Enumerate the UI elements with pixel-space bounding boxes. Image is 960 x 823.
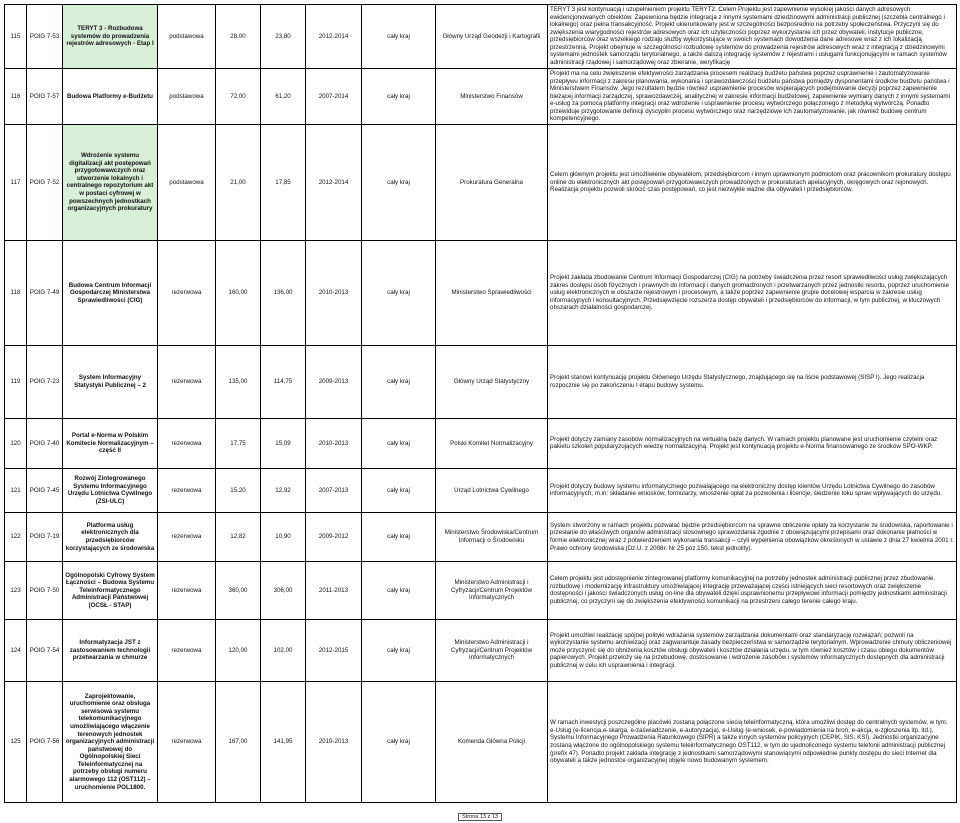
code-cell: POIG 7-52 bbox=[27, 124, 63, 240]
area-cell: cały kraj bbox=[362, 468, 436, 512]
institution-cell: Polski Komitet Normalizacyjny bbox=[436, 418, 548, 468]
years-cell: 2009-2013 bbox=[306, 345, 362, 418]
list-type-cell: rezerwowa bbox=[158, 345, 216, 418]
eu-funding-cell: 12,92 bbox=[261, 468, 306, 512]
description-cell: Projekt dotyczy budowy systemu informatycznego pozwalającego na elektroniczny dostęp klientów Urzędu Lotnictwa Cywilnego do zasobów informacyjnych, m.in: składanie wniosków, formularzy, wnoszenie opłat za pozwolenia i licencje, śledzenie toku spraw wpływających do urzędu. bbox=[548, 468, 957, 512]
project-name-cell: Ogólnopolski Cyfrowy System Łączności – Budowa Systemu Teleinformatycznego Administracji Państwowej (OCSŁ - STAP) bbox=[63, 561, 158, 619]
list-type-cell: rezerwowa bbox=[158, 512, 216, 561]
table-row bbox=[5, 240, 957, 345]
years-cell: 2012-2015 bbox=[306, 619, 362, 681]
description-cell: Celem głównym projektu jest umożliwienie obywatelom, przedsiębiorcom i innym uprawnionym podmiotom oraz pracownikom prokuratury dostępu online do elektronicznych akt postępowań przygotowawczych prowadzonych w prokuraturach apelacyjnych, okręgowych oraz rejonowych. Realizacja projektu pozwoli skrócić czas postępowań, co jest niezwykle ważne dla obywateli i przedsiębiorców. bbox=[548, 124, 957, 240]
description-cell: System stworzony w ramach projektu pozwalać będzie przedsiębiorcom na sprawne obliczenie opłaty za korzystanie ze środowiska, raportowanie i przesłanie do właściwych organów administracji stosownego sprawozdania zgodnie z obowiązującymi przepisami oraz dokonanie płatności w formie elektronicznej wraz z potwierdzeniem wykonania transakcji – czyli wypełnienia obowiązków określonych w ustawie z dnia 27 kwietnia 2001 r. Prawo ochrony środowiska (Dz.U. z 2008r. Nr 25 poz.150, tekst jednolity). bbox=[548, 512, 957, 561]
cost-cell: 21,00 bbox=[216, 124, 261, 240]
code-cell: POIG 7-56 bbox=[27, 681, 63, 802]
lp-cell: 116 bbox=[5, 69, 27, 125]
table-row bbox=[5, 681, 957, 802]
institution-cell: Komenda Główna Policji bbox=[436, 681, 548, 802]
eu-funding-cell: 114,75 bbox=[261, 345, 306, 418]
project-name-cell: Budowa Centrum Informacji Gospodarczej Ministerstwa Sprawiedliwości (CIG) bbox=[63, 240, 158, 345]
project-name-cell: Budowa Platformy e-Budżetu bbox=[63, 69, 158, 125]
years-cell: 2010-2013 bbox=[306, 681, 362, 802]
lp-cell: 119 bbox=[5, 345, 27, 418]
description-cell: Celem projektu jest udostępnienie zintegrowanej platformy komunikacyjnej na potrzeby jednostek administracji publicznej przez zbudowanie, rozbudowę i modernizację infrastruktury umożliwiającej integrację przeważającej części istniejących sieci resortowych oraz zwiększenie dostępności i jakości świadczonych usług on-line dla obywateli dzięki usprawnionemu przepływowi informacji pomiędzy jednostkami administracji publicznej, co przyczyni się do zwiększenia efektywności komunikacji na przestrzeni całego terenie całego kraju. bbox=[548, 561, 957, 619]
list-type-cell: podstawowa bbox=[158, 69, 216, 125]
institution-cell: Ministerstwo Administracji i Cyfryzacji/Centrum Projektów Informatycznych bbox=[436, 619, 548, 681]
code-cell: POIG 7-40 bbox=[27, 418, 63, 468]
area-cell: cały kraj bbox=[362, 619, 436, 681]
description-cell: Projekt dotyczy zamiany zasobów normalizacyjnych na wirtualną bazę danych. W ramach projektu planowane jest uruchomienie czytelni oraz pakietu szkoleń popularyzujących wiedzę normalizacyjną. Projekt jest kontynuacją projektu e-Norma finansowanego ze środków SPO-WKP. bbox=[548, 418, 957, 468]
area-cell: cały kraj bbox=[362, 512, 436, 561]
lp-cell: 123 bbox=[5, 561, 27, 619]
description-cell: Projekt umożliwi realizację spójnej polityki wdrażania systemów zarządzania dokumentami oraz standaryzację rozwiązań; pozwoli na wykorzystanie systemu archiwizacji oraz zagwarantuje zasady bezpieczeństwa w samorządzie terytorialnym. Wprowadzenie chmury obliczeniowej może przyczynić się do obniżenia kosztów obsługi obywateli i kosztów działania urzędu, w tym również kosztów i czasu obiegu dokumentów papierowych. Projekt przełoży się na przebudowę, dostosowanie i wdrożenie zasobów i systemów informatycznych dostępnych dla administracji publicznej w celu ich usprawnienia i integracji. bbox=[548, 619, 957, 681]
project-name-cell: TERYT 3 - Rozbudowa systemów do prowadzenia rejestrów adresowych - Etap I bbox=[63, 5, 158, 69]
years-cell: 2011-2013 bbox=[306, 561, 362, 619]
cost-cell: 160,00 bbox=[216, 240, 261, 345]
years-cell: 2012-2014 bbox=[306, 124, 362, 240]
description-cell: Projekt ma na celu zwiększenie efektywności zarządzania procesem realizacji budżetu państwa poprzez usprawnienie i zautomatyzowanie przepływu informacji z zakresu planowania, wykonania i sprawozdawczości budżetu państwa pomiędzy dysponentami środków budżetu państwa i Ministerstwem Finansów. Jego rezultatem będzie również usprawnienie procesów wspierających podejmowanie decyzji poprzez zapewnienie bieżącej informacji zarządczej, sprawozdawczej, analitycznej w zakresie informacji budżetowej, zapewnienie wymiany danych z innymi systemami e-usług za pomocą platformy integracji oraz wdrożenie i usprawnienie procesu wytwórczego połączonego z metodyką wytwórczą. Ponadto przewiduje przygotowanie definicji dyscyplin procesu wytwórczego oraz narzędziowe ich zautomatyzowanie, jak również budowę centrum kompetencyjnego. bbox=[548, 69, 957, 125]
area-cell: cały kraj bbox=[362, 345, 436, 418]
table-row bbox=[5, 561, 957, 619]
cost-cell: 167,00 bbox=[216, 681, 261, 802]
institution-cell: Główny Urząd Statystyczny bbox=[436, 345, 548, 418]
lp-cell: 115 bbox=[5, 5, 27, 69]
lp-cell: 120 bbox=[5, 418, 27, 468]
institution-cell: Główny Urząd Geodezji i Kartografii bbox=[436, 5, 548, 69]
lp-cell: 122 bbox=[5, 512, 27, 561]
table-row bbox=[5, 345, 957, 418]
years-cell: 2010-2013 bbox=[306, 240, 362, 345]
years-cell: 2009-2012 bbox=[306, 512, 362, 561]
years-cell: 2012-2014 bbox=[306, 5, 362, 69]
years-cell: 2010-2013 bbox=[306, 418, 362, 468]
list-type-cell: rezerwowa bbox=[158, 681, 216, 802]
cost-cell: 12,82 bbox=[216, 512, 261, 561]
area-cell: cały kraj bbox=[362, 561, 436, 619]
lp-cell: 124 bbox=[5, 619, 27, 681]
institution-cell: Ministerstwo Sprawiedliwości bbox=[436, 240, 548, 345]
project-name-cell: Wdrożenie systemu digitalizacji akt postępowań przygotowawczych oraz utworzenie lokalnych i centralnego repozytorium akt w postaci cyfrowej w powszechnych jednostkach organizacyjnych prokuratury bbox=[63, 124, 158, 240]
eu-funding-cell: 136,00 bbox=[261, 240, 306, 345]
area-cell: cały kraj bbox=[362, 681, 436, 802]
lp-cell: 118 bbox=[5, 240, 27, 345]
cost-cell: 120,00 bbox=[216, 619, 261, 681]
cost-cell: 17,75 bbox=[216, 418, 261, 468]
cost-cell: 28,00 bbox=[216, 5, 261, 69]
years-cell: 2007-2013 bbox=[306, 468, 362, 512]
years-cell: 2007-2014 bbox=[306, 69, 362, 125]
code-cell: POIG 7-49 bbox=[27, 240, 63, 345]
projects-table bbox=[4, 4, 957, 803]
code-cell: POIG 7-50 bbox=[27, 561, 63, 619]
list-type-cell: rezerwowa bbox=[158, 240, 216, 345]
list-type-cell: rezerwowa bbox=[158, 619, 216, 681]
description-cell: Projekt zakłada zbudowanie Centrum Informacji Gospodarczej (CIG) na potrzeby świadczenia przez resort sprawiedliwości usług zwiększających zakres dostępu osób fizycznych i prawnych do informacji i danych gromadzonych i przetwarzanych przez jednostki resortu, poprzez uruchomienie usług elektronicznych w obszarze rejestrowym i procesowym, a także poprzez zapewnienie grupie docelowej wsparcia w zakresie usług informacyjnych i konsultacyjnych. Przedsięwzięcie rozszerza dostęp obywateli i przedsiębiorców do informacji, w tym publicznej, w kluczowych obszarach działalności gospodarczej. bbox=[548, 240, 957, 345]
table-row bbox=[5, 5, 957, 69]
project-name-cell: Rozwój Zintegrowanego Systemu Informacyjnego Urzędu Lotnictwa Cywilnego (ZSI-ULC) bbox=[63, 468, 158, 512]
area-cell: cały kraj bbox=[362, 418, 436, 468]
list-type-cell: podstawowa bbox=[158, 5, 216, 69]
eu-funding-cell: 306,00 bbox=[261, 561, 306, 619]
eu-funding-cell: 61,20 bbox=[261, 69, 306, 125]
list-type-cell: podstawowa bbox=[158, 124, 216, 240]
cost-cell: 135,00 bbox=[216, 345, 261, 418]
institution-cell: Ministerstwo Finansów bbox=[436, 69, 548, 125]
cost-cell: 15,20 bbox=[216, 468, 261, 512]
institution-cell: Ministerstwo Środowiska/Centrum Informacji o Środowisku bbox=[436, 512, 548, 561]
eu-funding-cell: 23,80 bbox=[261, 5, 306, 69]
eu-funding-cell: 141,95 bbox=[261, 681, 306, 802]
area-cell: cały kraj bbox=[362, 5, 436, 69]
table-body bbox=[5, 5, 957, 803]
table-row bbox=[5, 468, 957, 512]
list-type-cell: rezerwowa bbox=[158, 561, 216, 619]
project-name-cell: Platforma usług elektronicznych dla przedsiębiorców korzystających ze środowiska bbox=[63, 512, 158, 561]
code-cell: POIG 7-53 bbox=[27, 5, 63, 69]
project-name-cell: Zaprojektowanie, uruchomienie oraz obsługa serwisowa systemu telekomunikacyjnego umożliwiającego włączenie terenowych jednostek organizacyjnych administracji państwowej do Ogólnopolskiej Sieci Teleinformatycznej na potrzeby obsługi numeru alarmowego 112 (OST112) – uruchomienie POL1800. bbox=[63, 681, 158, 802]
table-row bbox=[5, 619, 957, 681]
table-row bbox=[5, 69, 957, 125]
table-row bbox=[5, 512, 957, 561]
list-type-cell: rezerwowa bbox=[158, 418, 216, 468]
area-cell: cały kraj bbox=[362, 240, 436, 345]
project-name-cell: System Informacyjny Statystyki Publicznej – 2 bbox=[63, 345, 158, 418]
list-type-cell: rezerwowa bbox=[158, 468, 216, 512]
area-cell: cały kraj bbox=[362, 124, 436, 240]
code-cell: POIG 7-19 bbox=[27, 512, 63, 561]
code-cell: POIG 7-45 bbox=[27, 468, 63, 512]
eu-funding-cell: 17,85 bbox=[261, 124, 306, 240]
code-cell: POIG 7-54 bbox=[27, 619, 63, 681]
cost-cell: 72,00 bbox=[216, 69, 261, 125]
area-cell: cały kraj bbox=[362, 69, 436, 125]
page-footer bbox=[0, 814, 960, 820]
page-number: Strona 13 z 13 bbox=[458, 813, 502, 821]
lp-cell: 125 bbox=[5, 681, 27, 802]
description-cell: TERYT 3 jest kontynuacją i uzupełnieniem projektu TERYT2. Celem Projektu jest zapewnienie wysokiej jakości danych adresowych ewidencjonowanych obiektów. Zapewniona będzie integracja z innymi systemami dziedzinowymi administracji publicznej (szczebla centralnego i lokalnego) oraz pełna transakcyjność. Projekt ukierunkowany jest w szczególności bezpośrednio na potrzeby społeczeństwa. Przyczyni się do zwiększenia wiarygodności rejestrów adresowych oraz ich użyteczności poprzez wykorzystanie ich przez obywateli, instytucje publiczne, przedsiębiorców oraz wszelkiego rodzaju służby wykorzystujące w swoich systemach dowodzenia dane adresowe wraz z ich lokalizacją przestrzenną. Projekt obejmuje w szczególności rozbudowę systemów do prowadzenia rejestrów adresowych wraz z integracją z dziedzinowymi systemami jednostek samorządu terytorialnego, a także dalszą integrację systemów z rejestrami i usługami funkcjonującymi w ramach systemów administracji rządowej i samorządowej oraz zbieranie, weryfikację bbox=[548, 5, 957, 69]
institution-cell: Ministerstwo Administracji i Cyfryzacji/Centrum Projektów Informatycznych bbox=[436, 561, 548, 619]
project-name-cell: Portal e-Norma w Polskim Komitecie Normalizacyjnym – część II bbox=[63, 418, 158, 468]
lp-cell: 117 bbox=[5, 124, 27, 240]
description-cell: W ramach inwestycji poszczególne placówki zostaną połączone siecią teleinformatyczną, która umożliwi dostęp do centralnych systemów, w tym: e-Usług (e-licencja,e-skarga, e-zaświadczenie, e-autoryzacja), e-Usług (e-wniosek, e-powiadomienia na broń, e-akcja, e-zgłoszenia itp. itd.), Systemu Informacyjnego Prowadzenia Ratunkowego (SIPR) a także innych systemów policyjnych (CEPIK, SIS, KSI). Jednostki organizacyjne zostaną włączone do ogólnopolskiego systemu teleinformatycznego OST112, w tym do ujednoliconego systemu telefonii administracji publicznej (prefix 47). Ponadto projekt zakłada integrację z jednostkami samorządowymi stanowiącymi odpowiednie punkty dostępu do sieci Internet dla obywateli a także jednostce organizacyjnej objęte nowo budowanym systemem. bbox=[548, 681, 957, 802]
table-row bbox=[5, 418, 957, 468]
table-row bbox=[5, 124, 957, 240]
eu-funding-cell: 15,09 bbox=[261, 418, 306, 468]
project-name-cell: Informatyzacja JST z zastosowaniem technologii przetwarzania w chmurze bbox=[63, 619, 158, 681]
code-cell: POIG 7-23 bbox=[27, 345, 63, 418]
cost-cell: 360,00 bbox=[216, 561, 261, 619]
eu-funding-cell: 102,00 bbox=[261, 619, 306, 681]
institution-cell: Prokuratura Generalna bbox=[436, 124, 548, 240]
lp-cell: 121 bbox=[5, 468, 27, 512]
code-cell: POIG 7-57 bbox=[27, 69, 63, 125]
institution-cell: Urząd Lotnictwa Cywilnego bbox=[436, 468, 548, 512]
description-cell: Projekt stanowi kontynuację projektu Głównego Urzędu Statystycznego, znajdującego się na liście podstawowej (SISP I). Jego realizacja rozpocznie się po zakończeniu I etapu budowy systemu. bbox=[548, 345, 957, 418]
eu-funding-cell: 10,90 bbox=[261, 512, 306, 561]
